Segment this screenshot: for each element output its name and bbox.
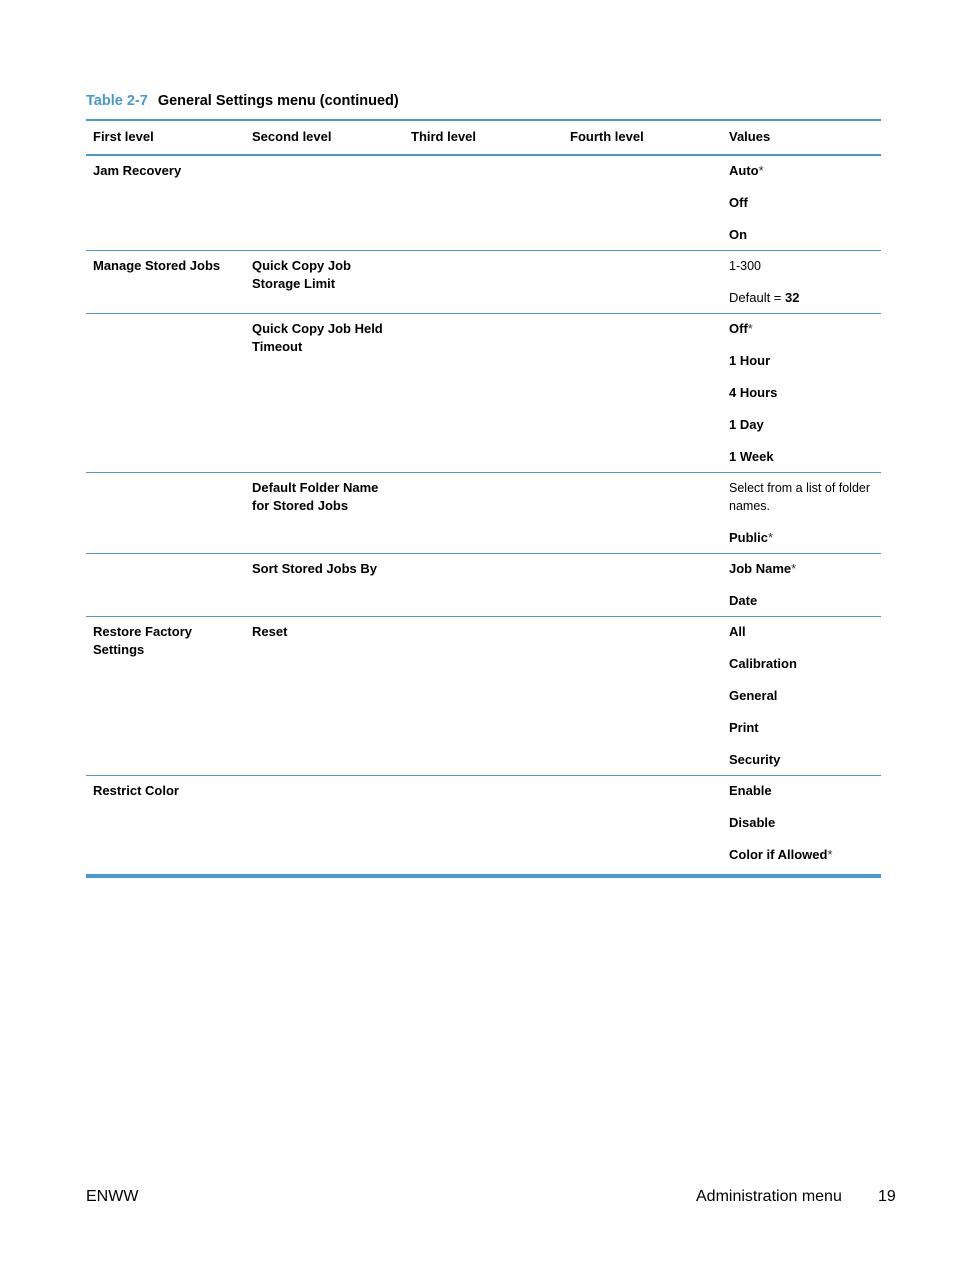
- value-option: [729, 384, 875, 402]
- table-row: [86, 473, 881, 554]
- cell-third-level: [404, 314, 563, 473]
- value-text: Color if Allowed: [729, 847, 828, 862]
- table-row: [86, 155, 881, 251]
- cell-first-level: [86, 554, 245, 617]
- cell-second-level: Quick Copy Job Storage Limit: [245, 251, 404, 314]
- cell-second-level: [245, 155, 404, 251]
- value-option: [729, 751, 875, 769]
- cell-fourth-level: [563, 617, 722, 776]
- value-text: Print: [729, 720, 759, 735]
- cell-third-level: [404, 554, 563, 617]
- value-option: [729, 719, 875, 737]
- cell-third-level: [404, 155, 563, 251]
- value-text: Disable: [729, 815, 776, 830]
- default-marker: *: [747, 321, 753, 336]
- value-text: All: [729, 624, 746, 639]
- cell-second-level: Sort Stored Jobs By: [245, 554, 404, 617]
- value-option: [729, 655, 875, 673]
- col-header-first-level: First level: [86, 120, 245, 155]
- value-option: [729, 289, 875, 307]
- cell-first-level: Restrict Color: [86, 776, 245, 877]
- value-text: Enable: [729, 783, 772, 798]
- table-row: [86, 554, 881, 617]
- value-option: [729, 846, 875, 864]
- cell-fourth-level: [563, 473, 722, 554]
- cell-first-level: Restore Factory Settings: [86, 617, 245, 776]
- cell-values: [722, 473, 881, 554]
- cell-second-level: [245, 776, 404, 877]
- cell-values: [722, 314, 881, 473]
- value-text: Date: [729, 593, 758, 608]
- cell-values: [722, 251, 881, 314]
- cell-second-level: Default Folder Name for Stored Jobs: [245, 473, 404, 554]
- col-header-second-level: Second level: [245, 120, 404, 155]
- table-number: Table 2-7: [86, 93, 148, 109]
- cell-first-level: Jam Recovery: [86, 155, 245, 251]
- value-option: [729, 623, 875, 641]
- value-text: Security: [729, 752, 781, 767]
- col-header-third-level: Third level: [404, 120, 563, 155]
- value-option: [729, 352, 875, 370]
- value-prefix: Default =: [729, 290, 786, 305]
- cell-third-level: [404, 251, 563, 314]
- value-option: [729, 448, 875, 466]
- cell-fourth-level: [563, 314, 722, 473]
- value-text: Off: [729, 195, 748, 210]
- table-row: [86, 314, 881, 473]
- cell-first-level: [86, 473, 245, 554]
- value-option: [729, 416, 875, 434]
- footer-locale: ENWW: [86, 1188, 139, 1205]
- default-marker: *: [758, 163, 764, 178]
- cell-third-level: [404, 473, 563, 554]
- value-text: 1-300: [729, 259, 761, 273]
- cell-third-level: [404, 776, 563, 877]
- default-marker: *: [827, 847, 833, 862]
- cell-values: [722, 617, 881, 776]
- value-option: [729, 687, 875, 705]
- cell-second-level: Reset: [245, 617, 404, 776]
- cell-fourth-level: [563, 251, 722, 314]
- table-title: General Settings menu (continued): [157, 93, 399, 109]
- value-text: Calibration: [729, 656, 797, 671]
- cell-values: [722, 155, 881, 251]
- table-row: [86, 617, 881, 776]
- table-caption: [86, 93, 399, 109]
- cell-third-level: [404, 617, 563, 776]
- cell-fourth-level: [563, 155, 722, 251]
- settings-table: [86, 119, 881, 878]
- cell-values: [722, 776, 881, 877]
- value-option: [729, 479, 875, 515]
- value-text: 4 Hours: [729, 385, 778, 400]
- cell-values: [722, 554, 881, 617]
- value-text: 1 Day: [729, 417, 764, 432]
- value-option: [729, 529, 875, 547]
- cell-second-level: Quick Copy Job Held Timeout: [245, 314, 404, 473]
- value-text: Job Name: [729, 561, 792, 576]
- page-number: 19: [878, 1188, 896, 1205]
- value-text: 1 Week: [729, 449, 774, 464]
- value-text: Off: [729, 321, 748, 336]
- value-option: [729, 320, 875, 338]
- value-option: [729, 257, 875, 275]
- col-header-fourth-level: Fourth level: [563, 120, 722, 155]
- value-option: [729, 814, 875, 832]
- table-row: [86, 776, 881, 877]
- table-header-row: [86, 120, 881, 155]
- cell-first-level: Manage Stored Jobs: [86, 251, 245, 314]
- cell-first-level: [86, 314, 245, 473]
- table-row: [86, 251, 881, 314]
- value-text: On: [729, 227, 748, 242]
- value-option: [729, 226, 875, 244]
- value-option: [729, 782, 875, 800]
- value-text: 32: [785, 290, 800, 305]
- col-header-values: Values: [722, 120, 881, 155]
- value-option: [729, 560, 875, 578]
- value-text: Public: [729, 530, 769, 545]
- cell-fourth-level: [563, 554, 722, 617]
- value-text: 1 Hour: [729, 353, 771, 368]
- value-option: [729, 162, 875, 180]
- footer-section-title: Administration menu: [696, 1188, 842, 1205]
- default-marker: *: [768, 530, 774, 545]
- cell-fourth-level: [563, 776, 722, 877]
- value-text: Select from a list of folder names.: [729, 481, 871, 513]
- value-option: [729, 592, 875, 610]
- value-text: General: [729, 688, 778, 703]
- default-marker: *: [791, 561, 797, 576]
- value-option: [729, 194, 875, 212]
- value-text: Auto: [729, 163, 759, 178]
